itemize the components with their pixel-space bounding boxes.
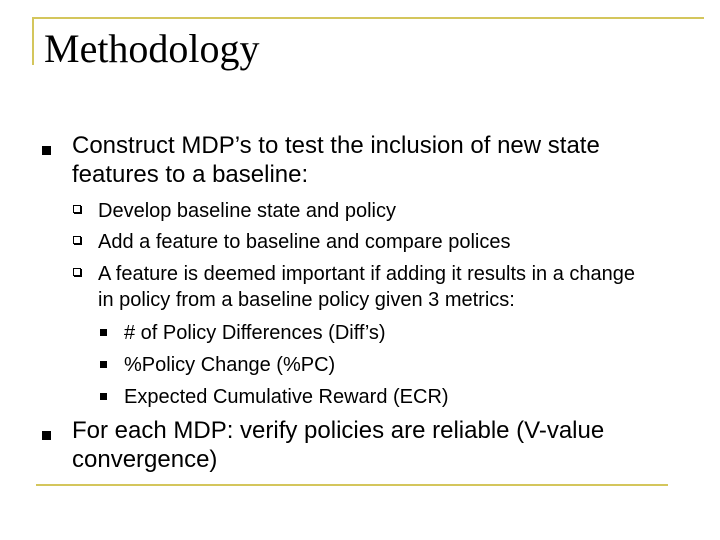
bullet-square-icon (42, 146, 51, 155)
sub-bullet-hollow-icon (73, 205, 81, 213)
sub-bullet-hollow-icon (73, 268, 81, 276)
top-rule (32, 17, 704, 19)
slide-title: Methodology (44, 26, 260, 71)
sub-sub-bullet-square-icon (100, 393, 107, 400)
sub-sub-bullet-square-icon (100, 329, 107, 336)
bullet-square-icon (42, 431, 51, 440)
metric-policy-differences: # of Policy Differences (Diff’s) (124, 322, 386, 344)
sub-item-feature-important: A feature is deemed important if adding it results in a change in policy from a baseline policy given 3 metrics: (98, 263, 635, 311)
sub-item-develop-baseline: Develop baseline state and policy (98, 200, 396, 222)
left-rule (32, 17, 34, 65)
sub-item-add-feature: Add a feature to baseline and compare polices (98, 231, 511, 253)
metric-policy-change: %Policy Change (%PC) (124, 354, 336, 376)
bottom-rule (36, 484, 668, 486)
bullet-item-verify-policies: For each MDP: verify policies are reliable (V-value convergence) (72, 417, 605, 473)
sub-bullet-hollow-icon (73, 236, 81, 244)
bullet-item-construct-mdps: Construct MDP’s to test the inclusion of new state features to a baseline: (72, 132, 600, 188)
metric-expected-cumulative-reward: Expected Cumulative Reward (ECR) (124, 386, 449, 408)
sub-sub-bullet-square-icon (100, 361, 107, 368)
